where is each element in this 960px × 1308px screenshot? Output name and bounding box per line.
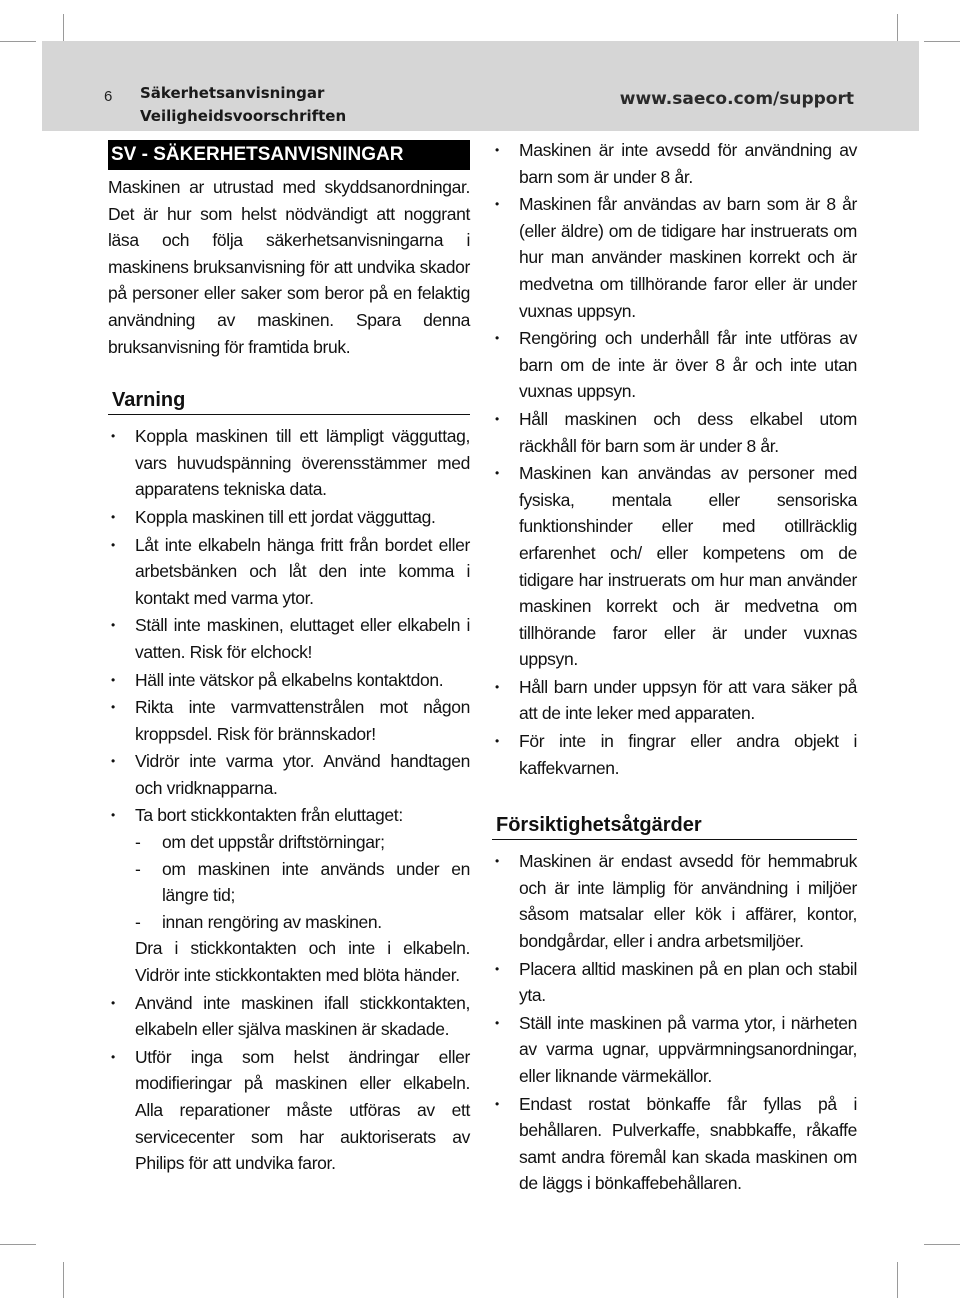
warning-list [108, 423, 470, 1177]
list-item: • Rengöring och underhåll får inte utföras av barn om de inte är över 8 år och inte utan vuxnas uppsyn. [492, 325, 857, 405]
warning-heading: Varning [108, 386, 470, 415]
unplug-sublist [135, 829, 470, 935]
list-item: • Använd inte maskinen ifall stickkontakten, elkabeln eller själva maskinen är skadade. [108, 990, 470, 1043]
header-title-line2: Veiligheidsvoorschriften [140, 107, 347, 125]
crop-mark [924, 1244, 960, 1245]
crop-mark [897, 1262, 898, 1298]
unplug-text: Ta bort stickkontakten från eluttaget: [135, 805, 403, 826]
right-column [492, 137, 857, 1198]
support-url: www.saeco.com/support [619, 89, 854, 109]
intro-paragraph: Maskinen ar utrustad med skyddsanordningar. Det är hur som helst nödvändigt att noggrant läsa och följa säkerhetsanvisningarna i maskinens bruksanvisning för att undvika skador på personer eller saker som beror på en felaktig användning av maskinen. Spara denna bruksanvisning för framtida bruk. [108, 177, 470, 357]
crop-mark [0, 1244, 36, 1245]
list-item: • Håll maskinen och dess elkabel utom räckhåll för barn som är under 8 år. [492, 406, 857, 459]
list-item: • Maskinen kan användas av personer med fysiska, mentala eller sensoriska funktionshinder eller med otillräcklig erfarenhet och/ eller kompetens om de tidigare har instruerats om hur man använder maskinen korrekt och är medvetna om tillhörande faror eller är under vuxnas uppsyn. [492, 460, 857, 673]
list-item: • Maskinen är inte avsedd för användning av barn som är under 8 år. [492, 137, 857, 190]
sub-item: - om maskinen inte används under en längre tid; [135, 856, 470, 909]
list-item: • Maskinen är endast avsedd för hemmabruk och är inte lämplig för användning i miljöer såsom matsalar eller kök i affärer, kontor, bondgårdar, eller i andra arbetsmiljöer. [492, 848, 857, 954]
list-item: • Rikta inte varmvattenstrålen mot någon kroppsdel. Risk för brännskador! [108, 694, 470, 747]
list-item: • För inte in fingrar eller andra objekt i kaffekvarnen. [492, 728, 857, 781]
children-safety-list [492, 137, 857, 781]
list-item: • Häll inte vätskor på elkabelns kontaktdon. [108, 667, 470, 694]
list-item: • Placera alltid maskinen på en plan och stabil yta. [492, 956, 857, 1009]
unplug-note: Dra i stickkontakten och inte i elkabeln. Vidrör inte stickkontakten med blöta händer. [135, 938, 470, 986]
header-title-line1: Säkerhetsanvisningar [140, 84, 325, 102]
list-item: • Endast rostat bönkaffe får fyllas på i behållaren. Pulverkaffe, snabbkaffe, råkaffe samt andra föremål kan skada maskinen om de läggs i bönkaffebehållaren. [492, 1091, 857, 1197]
crop-mark [63, 1262, 64, 1298]
caution-list [492, 848, 857, 1197]
list-item: • Håll barn under uppsyn för att vara säker på att de inte leker med apparaten. [492, 674, 857, 727]
section-banner: SV - SÄKERHETSANVISNINGAR [108, 140, 470, 170]
list-item: • Koppla maskinen till ett jordat vägguttag. [108, 504, 470, 531]
list-item: • Maskinen får användas av barn som är 8 år (eller äldre) om de tidigare har instruerats om hur man använder maskinen korrekt och är medvetna om tillhörande faror eller är under vuxnas uppsyn. [492, 191, 857, 324]
list-item: • Vidrör inte varma ytor. Använd handtagen och vridknapparna. [108, 748, 470, 801]
page-number: 6 [104, 88, 113, 105]
caution-heading: Försiktighetsåtgärder [492, 811, 857, 840]
crop-mark [0, 41, 36, 42]
left-column [108, 140, 470, 1178]
list-item: • Ställ inte maskinen, eluttaget eller elkabeln i vatten. Risk för elchock! [108, 612, 470, 665]
list-item-unplug [108, 802, 470, 988]
list-item: • Låt inte elkabeln hänga fritt från bordet eller arbetsbänken och låt den inte komma i kontakt med varma ytor. [108, 532, 470, 612]
list-item: • Ställ inte maskinen på varma ytor, i närheten av varma ugnar, uppvärmningsanordningar, eller liknande värmekällor. [492, 1010, 857, 1090]
header-title [140, 82, 346, 128]
list-item: • Utför inga som helst ändringar eller modifieringar på maskinen eller elkabeln. Alla reparationer måste utföras av ett servicecenter som har auktoriserats av Philips för att undvika faror. [108, 1044, 470, 1177]
sub-item: - innan rengöring av maskinen. [135, 909, 470, 936]
sub-item: - om det uppstår driftstörningar; [135, 829, 470, 856]
list-item: • Koppla maskinen till ett lämpligt vägguttag, vars huvudspänning överensstämmer med apparatens tekniska data. [108, 423, 470, 503]
crop-mark [924, 41, 960, 42]
